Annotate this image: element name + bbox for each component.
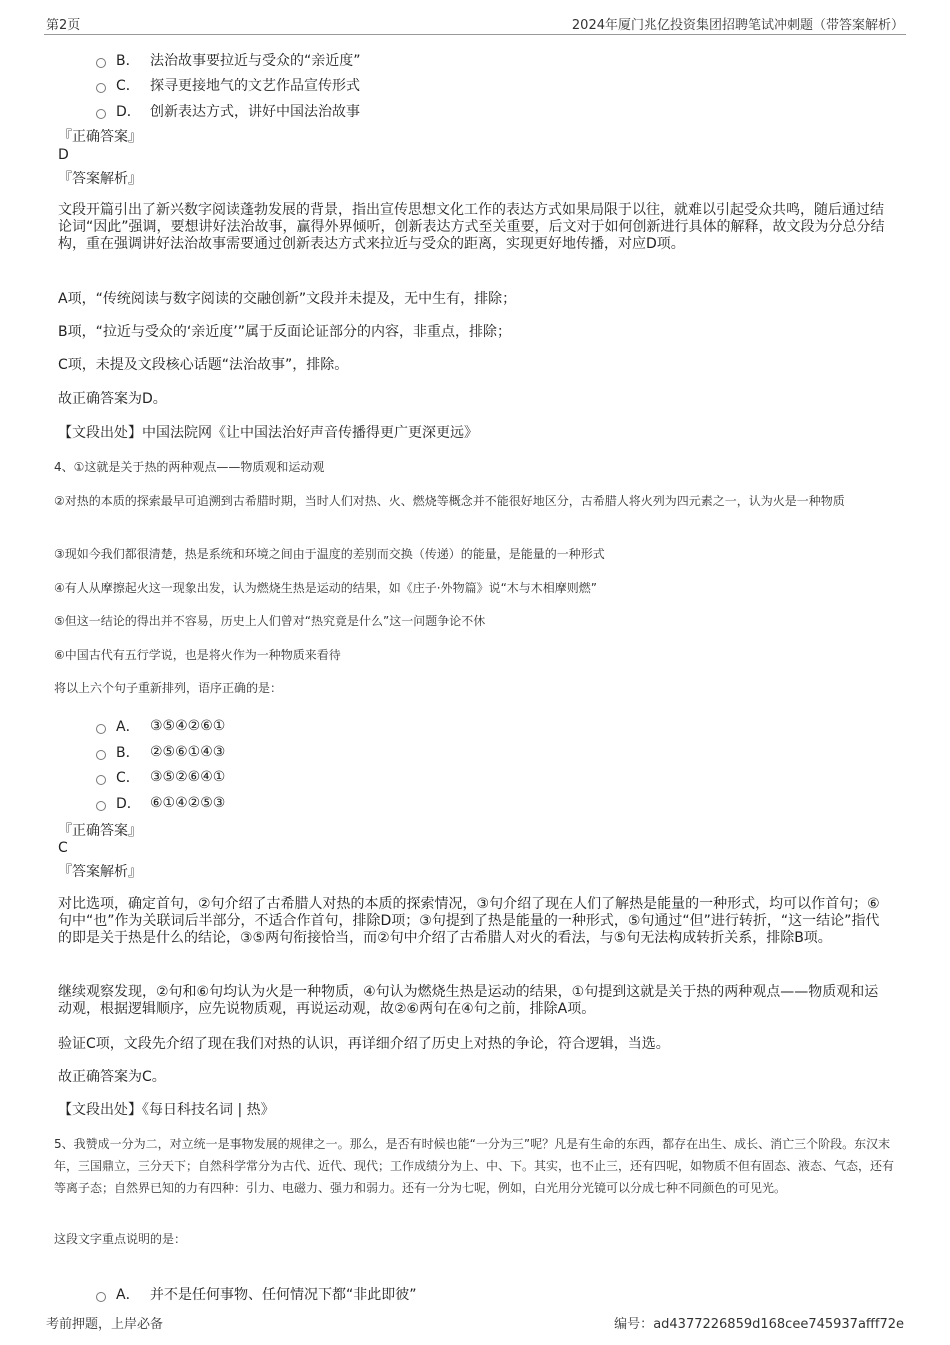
q4-source: 【文段出处】《每日科技名词 | 热》 — [58, 1102, 275, 1118]
q4-option-b[interactable]: B． ②⑤⑥①④③ — [96, 742, 225, 762]
q3-option-b[interactable]: B． 法治故事要拉近与受众的“亲近度” — [96, 50, 361, 70]
q4-analysis-verify: 验证C项，文段先介绍了现在我们对热的认识，再详细介绍了历史上对热的争论，符合逻辑，当选。 — [58, 1036, 670, 1052]
q5-question: 这段文字重点说明的是： — [54, 1232, 187, 1246]
q4-analysis-conclusion: 故正确答案为C。 — [58, 1069, 166, 1085]
q3-analysis-a: A项，“传统阅读与数字阅读的交融创新”文段并未提及，无中生有，排除； — [58, 291, 517, 307]
document-title: 2024年厦门兆亿投资集团招聘笔试冲刺题（带答案解析） — [571, 18, 904, 33]
radio-icon[interactable] — [96, 83, 106, 93]
footer-code — [614, 1313, 904, 1332]
header-divider — [44, 34, 906, 35]
q5-stem: 5、我赞成一分为二，对立统一是事物发展的规律之一。那么，是否有时候也能“一分为三”呢？凡是有生命的东西，都存在出生、成长、消亡三个阶段。东汉末年，三国鼎立，三分天下；自然科学常分为古代、近代、现代；工作成绩分为上、中、下。其实，也不止三，还有四呢，如物质不但有固态、液态、气态，还有等离子态；自然界已知的力有四种：引力、电磁力、强力和弱力。还有一分为七呢，例如，白光用分光镜可以分成七种不同颜色的可见光。 — [54, 1137, 895, 1195]
page-number: 第2页 — [46, 18, 81, 33]
q4-sentence-1: 4、①这就是关于热的两种观点——物质观和运动观 — [54, 460, 325, 474]
q3-analysis-c: C项，未提及文段核心话题“法治故事”，排除。 — [58, 357, 349, 373]
q4-analysis-main: 对比选项，确定首句，②句介绍了古希腊人对热的本质的探索情况，③句介绍了现在人们了解热是能量的一种形式，均可以作首句；⑥句中“也”作为关联词后半部分，不适合作首句，排除D项；③句提到了热是能量的一种形式，⑤句通过“但”进行转折，“这一结论”指代的即是关于热是什么的结论，③⑤两句衔接恰当，而②句中介绍了古希腊人对火的看法，与⑤句无法构成转折关系，排除B项。 — [58, 896, 880, 946]
q3-source: 【文段出处】中国法院网《让中国法治好声音传播得更广更深更远》 — [58, 425, 478, 441]
footer-slogan: 考前押题，上岸必备 — [46, 1317, 164, 1332]
q3-option-d[interactable]: D． 创新表达方式，讲好中国法治故事 — [96, 101, 360, 121]
q3-option-c[interactable]: C． 探寻更接地气的文艺作品宣传形式 — [96, 75, 360, 95]
q4-analysis-continue: 继续观察发现，②句和⑥句均认为火是一种物质，④句认为燃烧生热是运动的结果，①句提到这就是关于热的两种观点——物质观和运动观，根据逻辑顺序，应先说物质观，再说运动观，故②⑥两句在④句之前，排除A项。 — [58, 984, 879, 1017]
q4-option-c[interactable]: C． ③⑤②⑥④① — [96, 767, 225, 787]
q4-analysis-label: 『答案解析』 — [58, 864, 142, 880]
q3-analysis-main: 文段开篇引出了新兴数字阅读蓬勃发展的背景，指出宣传思想文化工作的表达方式如果局限于以往，就难以引起受众共鸣，随后通过结论词“因此”强调，要想讲好法治故事，赢得外界倾听，创新表达方式至关重要，后文对于如何创新进行具体的解释，故文段为分总分结构，重在强调讲好法治故事需要通过创新表达方式来拉近与受众的距离，实现更好地传播，对应D项。 — [58, 202, 885, 252]
q3-analysis-b: B项，“拉近与受众的‘亲近度’”属于反面论证部分的内容，非重点，排除； — [58, 324, 512, 340]
q3-answer: D — [58, 147, 69, 163]
q4-sentence-4: ④有人从摩擦起火这一现象出发，认为燃烧生热是运动的结果，如《庄子·外物篇》说“木与木相摩则燃” — [54, 581, 598, 595]
radio-icon[interactable] — [96, 750, 106, 760]
q5-option-a[interactable]: A． 并不是任何事物、任何情况下都“非此即彼” — [96, 1284, 417, 1304]
q4-option-a[interactable]: A． ③⑤④②⑥① — [96, 716, 225, 736]
radio-icon[interactable] — [96, 801, 106, 811]
footer-code-value: ad4377226859d168cee745937afff72e — [653, 1317, 904, 1332]
radio-icon[interactable] — [96, 58, 106, 68]
footer-code-label: 编号： — [614, 1317, 654, 1332]
q4-option-d[interactable]: D． ⑥①④②⑤③ — [96, 793, 225, 813]
q3-answer-label: 『正确答案』 — [58, 129, 142, 145]
q4-sentence-3: ③现如今我们都很清楚，热是系统和环境之间由于温度的差别而交换（传递）的能量，是能量的一种形式 — [54, 547, 605, 561]
q4-answer-label: 『正确答案』 — [58, 823, 142, 839]
q3-analysis-conclusion: 故正确答案为D。 — [58, 391, 167, 407]
q4-sentence-6: ⑥中国古代有五行学说，也是将火作为一种物质来看待 — [54, 648, 341, 662]
q4-sentence-2: ②对热的本质的探索最早可追溯到古希腊时期，当时人们对热、火、燃烧等概念并不能很好地区分，古希腊人将火列为四元素之一，认为火是一种物质 — [54, 494, 845, 508]
q3-analysis-label: 『答案解析』 — [58, 171, 142, 187]
radio-icon[interactable] — [96, 1292, 106, 1302]
q4-question: 将以上六个句子重新排列，语序正确的是： — [54, 681, 283, 695]
radio-icon[interactable] — [96, 724, 106, 734]
radio-icon[interactable] — [96, 775, 106, 785]
radio-icon[interactable] — [96, 109, 106, 119]
q4-sentence-5: ⑤但这一结论的得出并不容易，历史上人们曾对“热究竟是什么”这一问题争论不休 — [54, 614, 486, 628]
q4-answer: C — [58, 840, 68, 856]
